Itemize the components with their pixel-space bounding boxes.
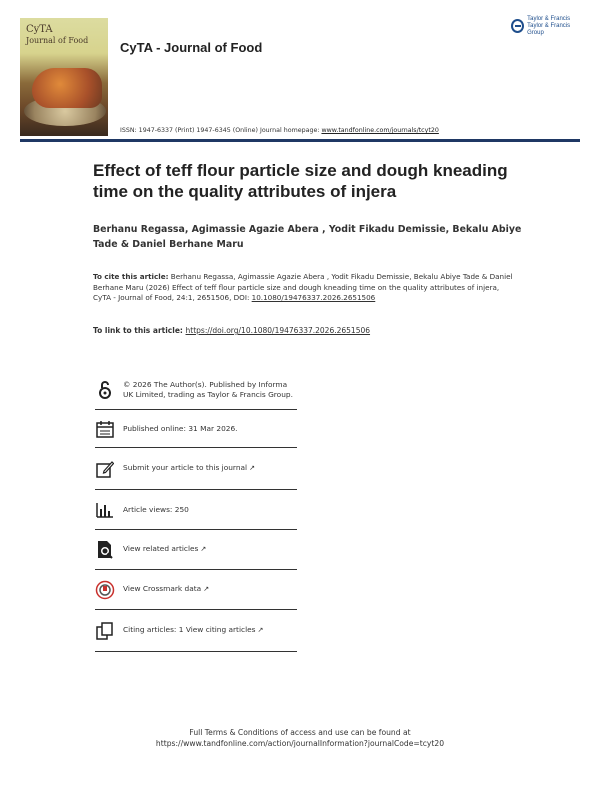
published-date-text: Published online: 31 Mar 2026. bbox=[123, 423, 238, 433]
issn-line bbox=[120, 127, 439, 134]
journal-name: CyTA - Journal of Food bbox=[120, 40, 263, 55]
search-document-icon bbox=[95, 539, 115, 561]
article-authors: Berhanu Regassa, Agimassie Agazie Abera , Yodit Fikadu Demissie, Bekalu Abiye Tade & Daniel Berhane Maru bbox=[93, 224, 522, 250]
related-articles-label: View related articles bbox=[123, 544, 199, 554]
publisher-logo-line1: Taylor & Francis bbox=[527, 15, 571, 22]
citation-doi-link[interactable]: 10.1080/19476337.2026.2651506 bbox=[251, 293, 376, 302]
info-row-related[interactable] bbox=[95, 530, 297, 570]
cover-title bbox=[26, 24, 88, 46]
external-link-icon: ↗ bbox=[203, 585, 210, 594]
info-row-published bbox=[95, 410, 297, 448]
bar-chart-icon bbox=[95, 499, 115, 521]
journal-cover-image bbox=[20, 18, 108, 136]
citation-text: Berhanu Regassa, Agimassie Agazie Abera , Yodit Fikadu Demissie, Bekalu Abiye Tade & Daniel Berhane Maru (2026) Effect of teff flour particle size and dough kneading time on the quality attributes of injera, CyTA - Journal of Food, 24:1, 2651506, DOI: bbox=[93, 272, 513, 302]
crossmark-icon bbox=[95, 579, 115, 601]
publisher-logo bbox=[511, 16, 583, 36]
crossmark-label: View Crossmark data bbox=[123, 584, 202, 594]
info-row-submit[interactable] bbox=[95, 448, 297, 490]
info-row-citing[interactable] bbox=[95, 610, 297, 652]
publisher-logo-icon bbox=[511, 19, 524, 33]
cover-title-line1: CyTA bbox=[26, 24, 53, 35]
citing-articles-label: Citing articles: 1 View citing articles bbox=[123, 625, 256, 635]
publisher-logo-line2: Taylor & Francis Group bbox=[527, 22, 571, 36]
article-doi-url[interactable]: https://doi.org/10.1080/19476337.2026.2651506 bbox=[185, 326, 371, 335]
calendar-icon bbox=[95, 418, 115, 440]
footer bbox=[0, 727, 600, 749]
citing-articles-icon bbox=[95, 620, 115, 642]
license-text: © 2026 The Author(s). Published by Informa UK Limited, trading as Taylor & Francis Group. bbox=[123, 380, 293, 399]
footer-terms-url[interactable]: https://www.tandfonline.com/action/journalInformation?journalCode=tcyt20 bbox=[155, 739, 445, 748]
crossmark-link[interactable] bbox=[123, 584, 209, 595]
citation-label: To cite this article: bbox=[93, 272, 169, 281]
article-info-list bbox=[95, 370, 297, 652]
article-link-line bbox=[93, 326, 518, 335]
external-link-icon: ↗ bbox=[257, 626, 264, 635]
issn-text: ISSN: 1947-6337 (Print) 1947-6345 (Online) Journal homepage: bbox=[120, 127, 322, 134]
article-views-text: Article views: 250 bbox=[123, 504, 189, 514]
header-divider bbox=[20, 139, 580, 142]
open-access-icon bbox=[95, 379, 115, 401]
edit-icon bbox=[95, 458, 115, 480]
footer-terms-text: Full Terms & Conditions of access and use can be found at bbox=[189, 728, 411, 737]
external-link-icon: ↗ bbox=[249, 464, 255, 473]
journal-homepage-link[interactable]: www.tandfonline.com/journals/tcyt20 bbox=[321, 127, 439, 134]
related-articles-link[interactable] bbox=[123, 544, 206, 555]
article-link-label: To link to this article: bbox=[93, 326, 186, 335]
info-row-license bbox=[95, 370, 297, 410]
info-row-views bbox=[95, 490, 297, 530]
cover-title-line2: Journal of Food bbox=[26, 36, 89, 45]
article-title: Effect of teff flour particle size and dough kneading time on the quality attributes of injera bbox=[93, 161, 508, 201]
citation-block bbox=[93, 272, 518, 304]
cover-food bbox=[32, 68, 102, 108]
submit-article-label: Submit your article to this journal bbox=[123, 463, 248, 473]
external-link-icon: ↗ bbox=[200, 545, 207, 554]
submit-article-link[interactable] bbox=[123, 463, 255, 474]
citing-articles-link[interactable] bbox=[123, 625, 263, 636]
info-row-crossmark[interactable] bbox=[95, 570, 297, 610]
